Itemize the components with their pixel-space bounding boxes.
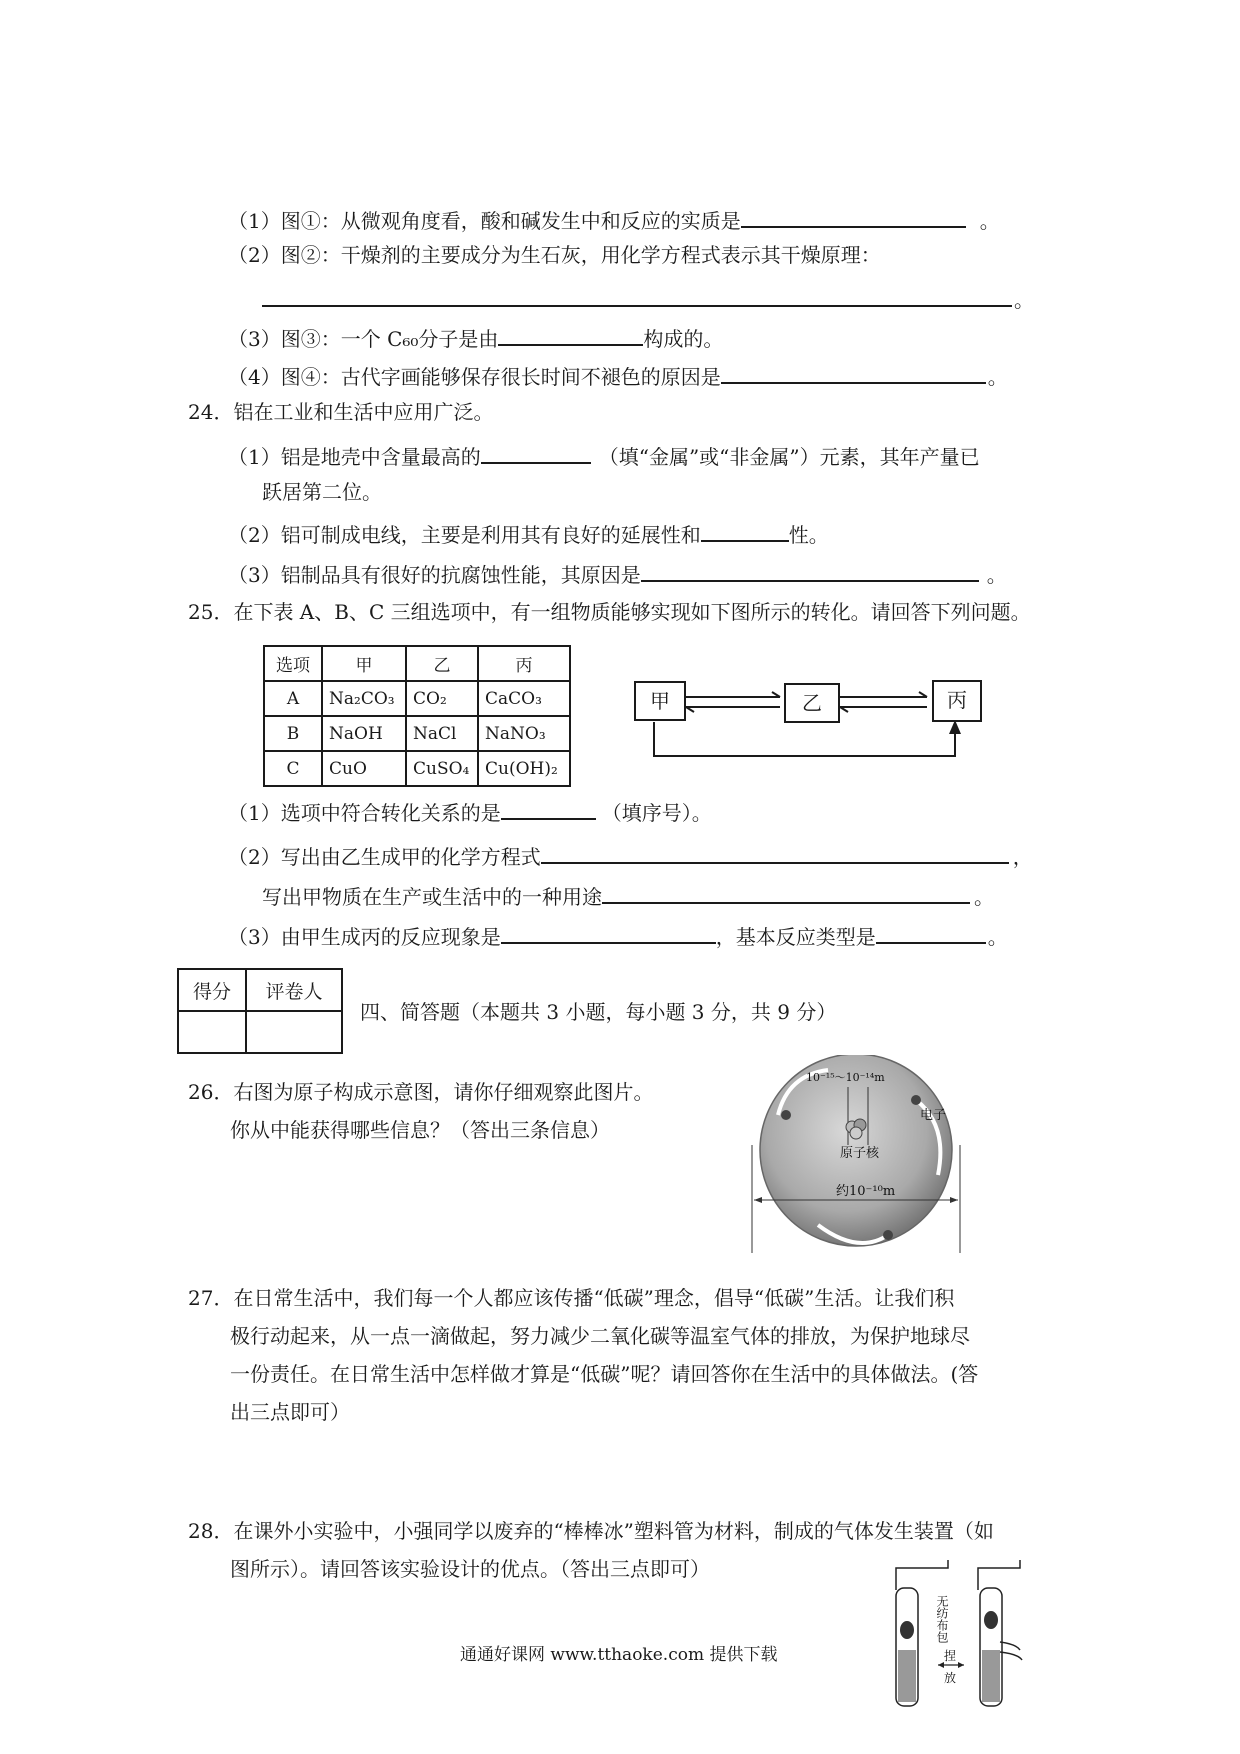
table-cell: NaCl <box>406 716 478 751</box>
q25-part2 <box>228 840 1033 871</box>
q27-line1 <box>188 1284 954 1312</box>
q25-part3-end: 。 <box>987 925 1008 949</box>
table-cell: CaCO₃ <box>478 681 570 716</box>
q23-part1-end: 。 <box>979 209 1000 233</box>
q23-part2-end: 。 <box>1014 288 1034 312</box>
q23-part4-text: （4）图④：古代字画能够保存很长时间不褪色的原因是 <box>228 365 721 389</box>
section4-title-text: 四、简答题（本题共 3 小题，每小题 3 分，共 9 分） <box>360 1000 837 1024</box>
q25-part2-cont-end: 。 <box>974 885 994 909</box>
q27-line2 <box>230 1322 970 1350</box>
q23-part4-end: 。 <box>987 365 1008 389</box>
table-header-cell: 乙 <box>406 646 478 681</box>
q28-line1 <box>188 1517 994 1545</box>
q25-part3 <box>228 920 1008 951</box>
q25-part1 <box>228 796 712 827</box>
q24-part3-end: 。 <box>986 563 1007 587</box>
q27-line3 <box>230 1360 978 1388</box>
table-cell: B <box>264 716 322 751</box>
q23-part2-text: （2）图②：干燥剂的主要成分为生石灰，用化学方程式表示其干燥原理： <box>228 243 881 267</box>
q26-line2-text: 你从中能获得哪些信息？（答出三条信息） <box>230 1118 610 1142</box>
q28-line2-text: 图所示）。请回答该实验设计的优点。（答出三点即可） <box>230 1557 710 1581</box>
q24-part1-text: （1）铝是地壳中含量最高的 <box>228 445 481 469</box>
q26-line2 <box>230 1116 610 1144</box>
q23-part1-text: （1）图①：从微观角度看，酸和碱发生中和反应的实质是 <box>228 209 741 233</box>
grader-cell[interactable] <box>246 1011 342 1053</box>
q27-line3-text: 一份责任。在日常生活中怎样做才算是“低碳”呢？请回答你在生活中的具体做法。(答 <box>230 1362 979 1386</box>
diagram-node-jia: 甲 <box>634 681 686 721</box>
table-cell: CuSO₄ <box>406 751 478 786</box>
answer-blank[interactable] <box>541 840 1009 864</box>
table-cell: A <box>264 681 322 716</box>
apparatus-label-squeeze: 捏 <box>944 1649 957 1663</box>
footer-text: 通通好课网 www.tthaoke.com 提供下载 <box>460 1645 778 1665</box>
q23-part3-text: （3）图③：一个 C₆₀分子是由 <box>228 327 499 351</box>
q24-part1-rest: （填“金属”或“非金属”）元素，其年产量已 <box>598 445 980 469</box>
q25-part1-text: （1）选项中符合转化关系的是 <box>228 801 501 825</box>
answer-blank[interactable] <box>602 880 970 904</box>
electron-label: 电子 <box>920 1108 947 1123</box>
table-cell: C <box>264 751 322 786</box>
answer-blank[interactable] <box>501 920 716 944</box>
q26-line1 <box>188 1078 653 1106</box>
answer-blank[interactable] <box>876 920 986 944</box>
atom-size-label: 约10⁻¹⁰m <box>836 1184 896 1199</box>
q24-part2-text: （2）铝可制成电线，主要是利用其有良好的延展性和 <box>228 523 701 547</box>
q25-part2-cont <box>262 880 994 911</box>
q25-part3-mid: ，基本反应类型是 <box>715 925 876 949</box>
q27-line4 <box>230 1398 350 1426</box>
q27-line1-text: 27．在日常生活中，我们每一个人都应该传播“低碳”理念，倡导“低碳”生活。让我们积 <box>188 1286 955 1310</box>
q24-part1-cont-text: 跃居第二位。 <box>262 480 382 504</box>
q25-part3-text: （3）由甲生成丙的反应现象是 <box>228 925 501 949</box>
answer-blank[interactable] <box>501 796 596 820</box>
q25-stem-text: 25．在下表 A、B、C 三组选项中，有一组物质能够实现如下图所示的转化。请回答下列问题。 <box>188 600 1031 624</box>
score-header: 得分 <box>178 969 246 1011</box>
page-footer <box>460 1640 777 1665</box>
score-cell[interactable] <box>178 1011 246 1053</box>
table-cell: NaOH <box>322 716 406 751</box>
apparatus-label-bag: 无纺布包 <box>935 1595 949 1643</box>
table-cell: Na₂CO₃ <box>322 681 406 716</box>
diagram-node-bing: 丙 <box>932 680 982 722</box>
gas-apparatus-diagram <box>888 1550 1023 1710</box>
nucleus-label: 原子核 <box>840 1146 880 1161</box>
q25-part2-end: ， <box>1012 845 1033 869</box>
q28-line1-text: 28．在课外小实验中，小强同学以废弃的“棒棒冰”塑料管为材料，制成的气体发生装置（如 <box>188 1519 994 1543</box>
table-header-cell: 丙 <box>478 646 570 681</box>
table-cell: Cu(OH)₂ <box>478 751 570 786</box>
section4-title <box>360 998 836 1026</box>
table-cell: CuO <box>322 751 406 786</box>
q28-line2 <box>230 1555 710 1583</box>
q25-part2-text: （2）写出由乙生成甲的化学方程式 <box>228 845 541 869</box>
table-header-cell: 选项 <box>264 646 322 681</box>
atom-scale-label: 10⁻¹⁵～10⁻¹⁴m <box>806 1071 885 1084</box>
table-header-cell: 甲 <box>322 646 406 681</box>
q27-line2-text: 极行动起来，从一点一滴做起，努力减少二氧化碳等温室气体的排放，为保护地球尽 <box>230 1324 970 1348</box>
q24-part3-text: （3）铝制品具有很好的抗腐蚀性能，其原因是 <box>228 563 641 587</box>
q27-line4-text: 出三点即可） <box>230 1400 350 1424</box>
q23-part3-end: 构成的。 <box>643 327 724 351</box>
q26-line1-text: 26．右图为原子构成示意图，请你仔细观察此图片。 <box>188 1080 654 1104</box>
diagram-node-yi: 乙 <box>784 683 840 723</box>
grader-header: 评卷人 <box>246 969 342 1011</box>
q25-part2-cont-text: 写出甲物质在生产或生活中的一种用途 <box>262 885 602 909</box>
score-table <box>177 968 343 1054</box>
table-cell: CO₂ <box>406 681 478 716</box>
table-cell: NaNO₃ <box>478 716 570 751</box>
q24-stem-text: 24．铝在工业和生活中应用广泛。 <box>188 400 494 424</box>
q24-part2-end: 性。 <box>788 523 829 547</box>
q25-part1-end: （填序号）。 <box>601 801 712 825</box>
atom-diagram <box>748 1055 964 1253</box>
apparatus-label-release: 放 <box>944 1671 957 1685</box>
